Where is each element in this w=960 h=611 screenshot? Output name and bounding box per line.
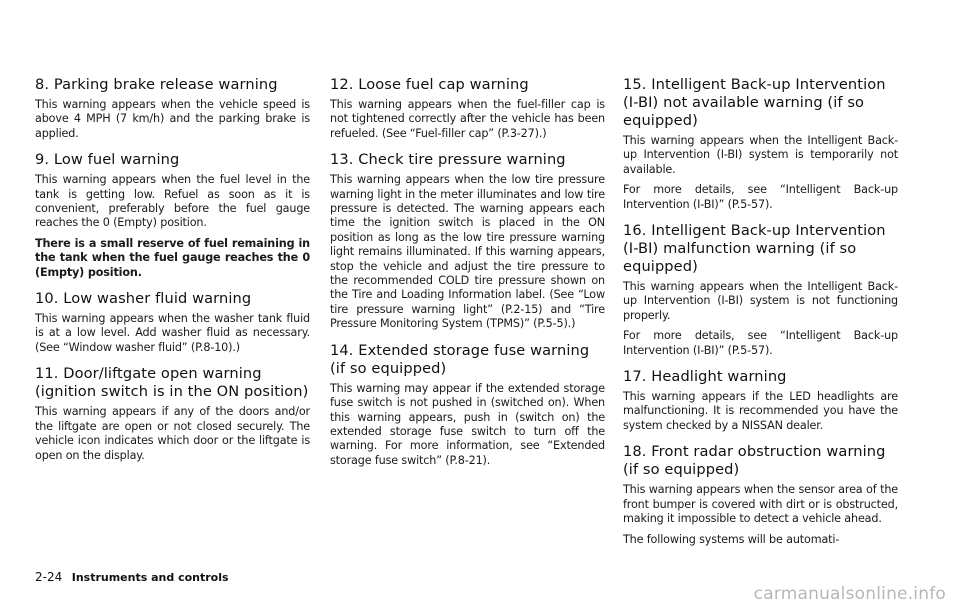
body-paragraph: This warning appears if any of the doors and/or the liftgate are open or not closed securely. The vehicle icon indicates which door or the liftgate is open on the display. [35,405,310,462]
section-heading: 17. Headlight warning [623,368,787,386]
column-1 [35,76,310,473]
section-heading: 16. Intelligent Back-up Intervention (I-BI) malfunction warning (if so equipped) [623,222,886,276]
body-paragraph: For more details, see “Intelligent Back-up Intervention (I-BI)” (P.5-57). [623,329,898,357]
section-heading: 11. Door/liftgate open warning (ignition switch is in the ON position) [35,365,309,401]
column-3 [623,76,898,557]
chapter-title: Instruments and controls [71,571,229,584]
warning-section [623,76,898,212]
warning-section [623,443,898,547]
warning-section [623,222,898,358]
page-footer [35,570,229,585]
body-paragraph: This warning appears when the vehicle speed is above 4 MPH (7 km/h) and the parking brake is applied. [35,98,310,140]
body-paragraph: For more details, see “Intelligent Back-up Intervention (I-BI)” (P.5-57). [623,183,898,211]
section-heading: 12. Loose fuel cap warning [330,76,529,93]
warning-section [35,76,310,141]
warning-section [330,342,605,468]
column-2 [330,76,605,478]
body-paragraph: This warning appears when the sensor area of the front bumper is covered with dirt or is obstructed, making it impossible to detect a vehicle ahead. [623,483,898,526]
section-heading: 13. Check tire pressure warning [330,151,566,169]
warning-section [330,76,605,141]
body-paragraph: This warning appears when the washer tank fluid is at a low level. Add washer fluid as necessary. (See “Window washer fluid” (P.8-10).) [35,312,310,354]
section-heading: 18. Front radar obstruction warning (if so equipped) [623,443,886,479]
body-paragraph: This warning appears when the low tire pressure warning light in the meter illuminates and low tire pressure is detected. The warning appears each time the ignition switch is placed in the ON position as long as the low tire pressure warning light remains illuminated. If this warning appears, stop the vehicle and adjust the tire pressure to the recommended COLD tire pressure shown on the Tire and Loading Information label. (See “Low tire pressure warning light” (P.2-15) and “Tire Pressure Monitoring System (TPMS)” (P.5-5).) [330,173,605,331]
watermark: carmanualsonline.info [753,584,946,604]
body-paragraph: This warning appears if the LED headlights are malfunctioning. It is recommended you have the system checked by a NISSAN dealer. [623,390,898,432]
body-paragraph: This warning appears when the fuel level in the tank is getting low. Refuel as soon as it is convenient, preferably before the fuel gauge reaches the 0 (Empty) position. [35,173,310,230]
body-paragraph: The following systems will be automati- [623,532,840,546]
bold-note: There is a small reserve of fuel remaining in the tank when the fuel gauge reaches the 0 (Empty) position. [35,236,310,279]
section-heading: 14. Extended storage fuse warning (if so equipped) [330,341,590,377]
body-paragraph: This warning appears when the Intelligent Back-up Intervention (I-BI) system is temporarily not available. [623,134,898,176]
warning-section [35,151,310,280]
section-heading: 15. Intelligent Back-up Intervention (I-BI) not available warning (if so equipped) [623,76,886,129]
warning-section [35,290,310,355]
section-heading: 8. Parking brake release warning [35,76,278,93]
body-paragraph: This warning appears when the fuel-filler cap is not tightened correctly after the vehicle has been refueled. (See “Fuel-filler cap” (P.3-27).) [330,98,605,140]
section-heading: 10. Low washer fluid warning [35,290,252,308]
page-number: 2-24 [35,570,63,584]
warning-section [623,368,898,433]
section-heading: 9. Low fuel warning [35,151,180,169]
body-paragraph: This warning may appear if the extended storage fuse switch is not pushed in (switched on). When this warning appears, push in (switch on) the extended storage fuse switch to turn off the warning. For more information, see “Extended storage fuse switch” (P.8-21). [330,381,605,467]
warning-section [35,365,310,463]
body-paragraph: This warning appears when the Intelligent Back-up Intervention (I-BI) system is not functioning properly. [623,280,898,322]
warning-section [330,151,605,331]
